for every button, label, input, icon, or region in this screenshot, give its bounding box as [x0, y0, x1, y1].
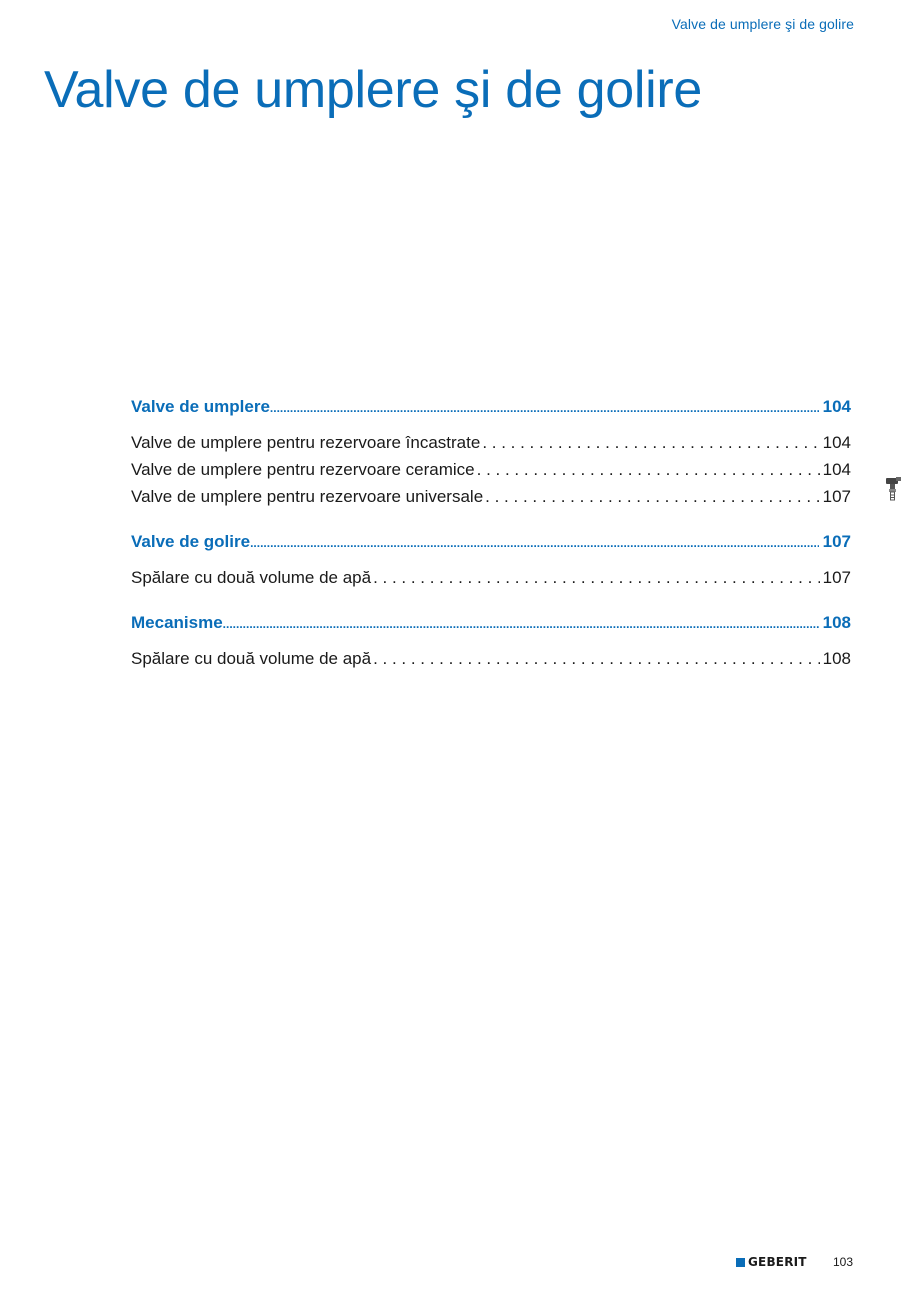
- toc-heading-link[interactable]: [131, 613, 851, 639]
- dot-leader: [485, 487, 819, 507]
- toc-entry-page: 107: [822, 487, 851, 506]
- dot-leader: [270, 401, 819, 415]
- toc-entry-label: Valve de umplere pentru rezervoare ceramice: [131, 460, 475, 479]
- logo-square-icon: [736, 1258, 745, 1267]
- fill-valve-icon: [883, 476, 903, 502]
- toc-entry-link[interactable]: [131, 649, 851, 676]
- toc-section-flush-valves: [131, 532, 851, 595]
- running-header: Valve de umplere şi de golire: [671, 16, 854, 32]
- toc-entry-link[interactable]: [131, 568, 851, 595]
- toc-entry-label: Spălare cu două volume de apă: [131, 568, 372, 587]
- toc-entry-label: Valve de umplere pentru rezervoare universale: [131, 487, 484, 506]
- toc-entry-page: 104: [822, 460, 851, 479]
- toc-section-fill-valves: [131, 397, 851, 514]
- toc-entry-link[interactable]: [131, 433, 851, 460]
- page-title: Valve de umplere şi de golire: [44, 61, 703, 119]
- toc-heading-link[interactable]: [131, 397, 851, 423]
- toc-entry-label: Spălare cu două volume de apă: [131, 649, 372, 668]
- dot-leader: [373, 649, 820, 669]
- dot-leader: [373, 568, 820, 588]
- toc-heading-label: Valve de golire: [131, 532, 251, 551]
- toc-heading-label: Mecanisme: [131, 613, 223, 632]
- toc-heading-page: 104: [822, 397, 851, 416]
- dot-leader: [250, 536, 819, 550]
- toc-section-mechanisms: [131, 613, 851, 676]
- geberit-logo: [736, 1255, 807, 1269]
- toc-entry-link[interactable]: [131, 460, 851, 487]
- page-number: 103: [833, 1255, 854, 1269]
- toc-heading-page: 108: [822, 613, 851, 632]
- toc-heading-label: Valve de umplere: [131, 397, 270, 416]
- dot-leader: [223, 617, 819, 631]
- dot-leader: [477, 460, 820, 480]
- logo-wordmark: GEBERIT: [748, 1255, 807, 1269]
- toc-entry-page: 104: [822, 433, 851, 452]
- toc-entry-link[interactable]: [131, 487, 851, 514]
- toc-entry-label: Valve de umplere pentru rezervoare încastrate: [131, 433, 481, 452]
- table-of-contents: [131, 397, 851, 694]
- toc-heading-link[interactable]: [131, 532, 851, 558]
- toc-entry-page: 108: [822, 649, 851, 668]
- dot-leader: [482, 433, 819, 453]
- toc-heading-page: 107: [822, 532, 851, 551]
- toc-entry-page: 107: [822, 568, 851, 587]
